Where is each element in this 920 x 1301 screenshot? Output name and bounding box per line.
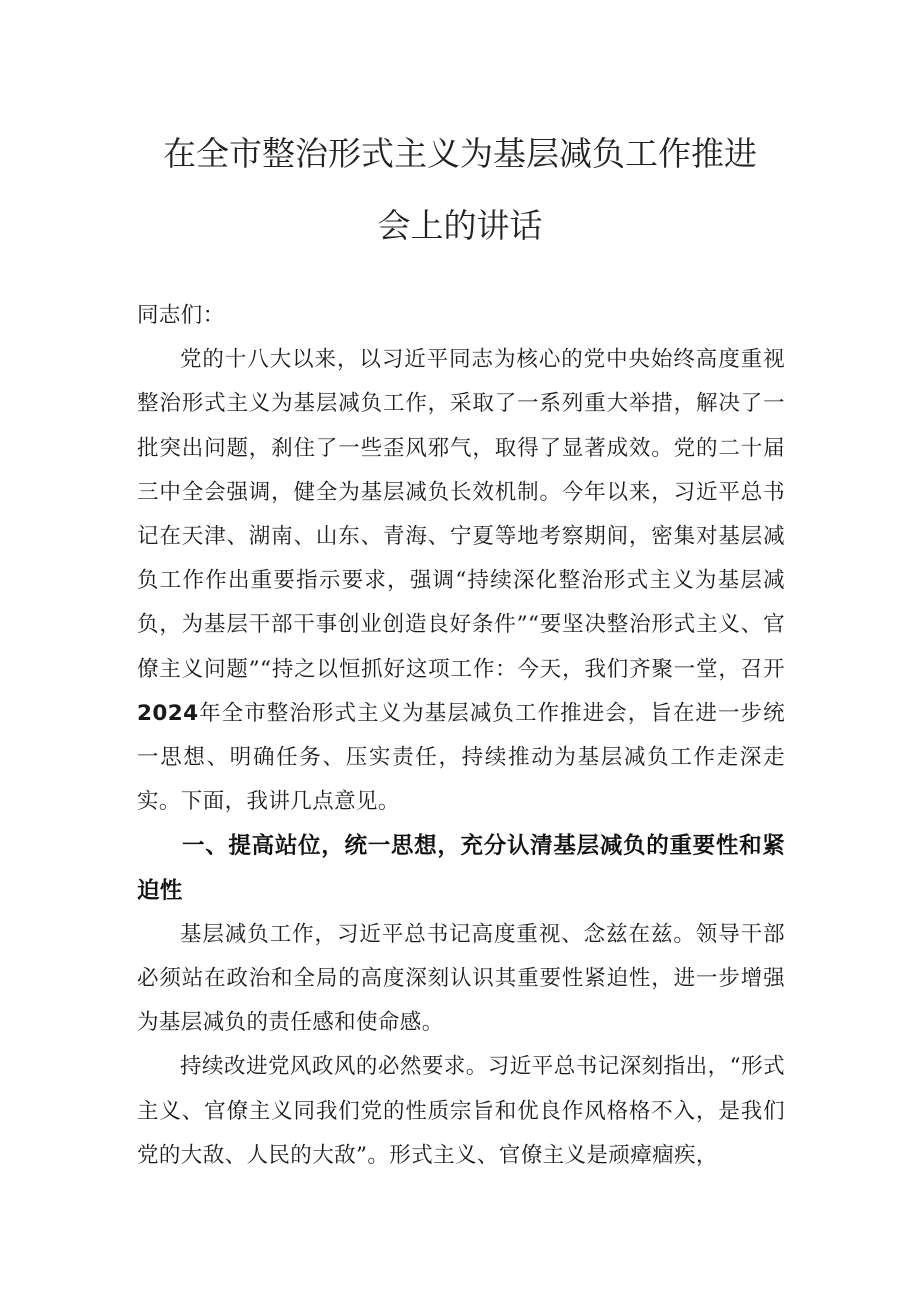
- paragraph-intro-text-b: 年全市整治形式主义为基层减负工作推进会，旨在进一步统一思想、明确任务、压实责任，持续推动为基层减负工作走深走实。下面，我讲几点意见。: [137, 700, 785, 815]
- paragraph-intro: [137, 338, 785, 824]
- document-title: [100, 118, 820, 262]
- document-body: [137, 294, 785, 1178]
- section-heading-1: 一、提高站位，统一思想，充分认清基层减负的重要性和紧迫性: [137, 833, 785, 904]
- title-line-2: 会上的讲话: [377, 206, 543, 245]
- paragraph-section1-point1: 持续改进党风政风的必然要求。习近平总书记深刻指出，“形式主义、官僚主义同我们党的性质宗旨和优良作风格格不入，是我们党的大敌、人民的大敌”。形式主义、官僚主义是顽瘴痼疾，: [137, 1054, 785, 1168]
- salutation: 同志们：: [137, 303, 225, 328]
- paragraph-section1-lead: 基层减负工作，习近平总书记高度重视、念兹在兹。领导干部必须站在政治和全局的高度深刻认识其重要性紧迫性，进一步增强为基层减负的责任感和使命感。: [137, 921, 785, 1036]
- year-number: 2024: [137, 700, 199, 726]
- title-line-1: 在全市整治形式主义为基层减负工作推进: [163, 134, 757, 173]
- paragraph-intro-text-a: 党的十八大以来，以习近平同志为核心的党中央始终高度重视整治形式主义为基层减负工作，采取了一系列重大举措，解决了一批突出问题，刹住了一些歪风邪气，取得了显著成效。党的二十届三中全会强调，健全为基层减负长效机制。今年以来，习近平总书记在天津、湖南、山东、青海、宁夏等地考察期间，密集对基层减负工作作出重要指示要求，强调“持续深化整治形式主义为基层减负，为基层干部干事创业创造良好条件”“要坚决整治形式主义、官僚主义问题”“持之以恒抓好这项工作：今天，我们齐聚一堂，召开: [137, 347, 785, 682]
